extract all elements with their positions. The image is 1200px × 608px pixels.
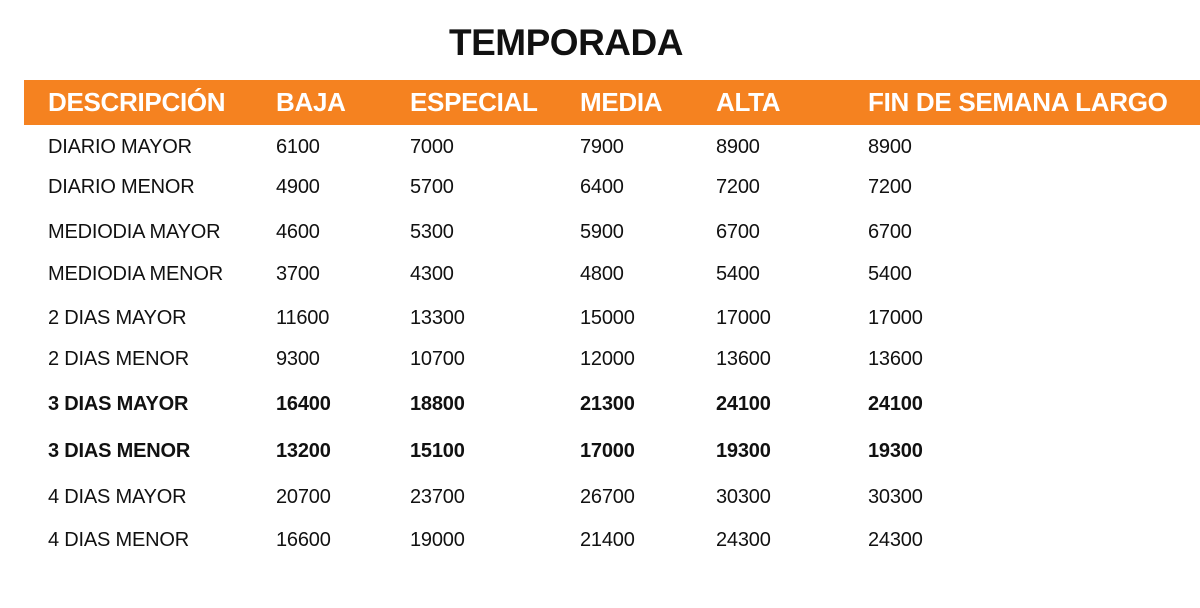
row-description-cell: DIARIO MENOR bbox=[48, 176, 195, 198]
price-cell: 4800 bbox=[580, 263, 624, 285]
header-especial: ESPECIAL bbox=[410, 87, 538, 117]
row-description-cell: MEDIODIA MAYOR bbox=[48, 221, 221, 243]
price-cell: 4300 bbox=[410, 263, 454, 285]
price-cell: 9300 bbox=[276, 348, 320, 370]
row-description-cell: 4 DIAS MENOR bbox=[48, 529, 189, 551]
price-cell: 24100 bbox=[716, 393, 771, 415]
price-cell: 13600 bbox=[716, 348, 771, 370]
price-cell: 15100 bbox=[410, 440, 465, 462]
price-cell: 8900 bbox=[716, 136, 760, 158]
price-cell: 6400 bbox=[580, 176, 624, 198]
header-media: MEDIA bbox=[580, 87, 663, 117]
price-cell: 20700 bbox=[276, 486, 331, 508]
row-description-cell: DIARIO MAYOR bbox=[48, 136, 192, 158]
price-cell: 7200 bbox=[716, 176, 760, 198]
price-cell: 8900 bbox=[868, 136, 912, 158]
price-cell: 12000 bbox=[580, 348, 635, 370]
price-cell: 6700 bbox=[868, 221, 912, 243]
price-cell: 4900 bbox=[276, 176, 320, 198]
price-cell: 30300 bbox=[868, 486, 923, 508]
row-description-cell: MEDIODIA MENOR bbox=[48, 263, 223, 285]
price-cell: 5700 bbox=[410, 176, 454, 198]
price-cell: 18800 bbox=[410, 393, 465, 415]
price-cell: 24100 bbox=[868, 393, 923, 415]
price-cell: 11600 bbox=[276, 307, 330, 329]
table-row bbox=[0, 217, 1200, 247]
price-cell: 21400 bbox=[580, 529, 635, 551]
price-cell: 4600 bbox=[276, 221, 320, 243]
price-cell: 10700 bbox=[410, 348, 465, 370]
price-cell: 13200 bbox=[276, 440, 331, 462]
price-cell: 19000 bbox=[410, 529, 465, 551]
price-cell: 7000 bbox=[410, 136, 454, 158]
price-cell: 13300 bbox=[410, 307, 465, 329]
price-cell: 3700 bbox=[276, 263, 320, 285]
price-cell: 24300 bbox=[716, 529, 771, 551]
header-alta: ALTA bbox=[716, 87, 781, 117]
price-cell: 5400 bbox=[868, 263, 912, 285]
row-description-cell: 3 DIAS MENOR bbox=[48, 440, 191, 462]
price-cell: 24300 bbox=[868, 529, 923, 551]
table-row bbox=[0, 389, 1200, 419]
table-row bbox=[0, 344, 1200, 374]
price-cell: 5400 bbox=[716, 263, 760, 285]
row-description-cell: 3 DIAS MAYOR bbox=[48, 393, 189, 415]
table-row bbox=[0, 482, 1200, 512]
price-cell: 6700 bbox=[716, 221, 760, 243]
table-row bbox=[0, 132, 1200, 162]
row-description-cell: 4 DIAS MAYOR bbox=[48, 486, 187, 508]
header-descripcion: DESCRIPCIÓN bbox=[48, 87, 226, 117]
price-cell: 26700 bbox=[580, 486, 635, 508]
table-title: TEMPORADA bbox=[449, 22, 683, 63]
price-cell: 7900 bbox=[580, 136, 624, 158]
table-row bbox=[0, 172, 1200, 202]
header-fin-de-semana-largo: FIN DE SEMANA LARGO bbox=[868, 87, 1168, 117]
table-row bbox=[0, 436, 1200, 466]
price-cell: 17000 bbox=[580, 440, 635, 462]
price-cell: 13600 bbox=[868, 348, 923, 370]
price-cell: 17000 bbox=[868, 307, 923, 329]
header-baja: BAJA bbox=[276, 87, 346, 117]
table-row bbox=[0, 259, 1200, 289]
table-row bbox=[0, 525, 1200, 555]
price-cell: 16400 bbox=[276, 393, 331, 415]
table-header-row bbox=[24, 80, 1200, 125]
row-description-cell: 2 DIAS MAYOR bbox=[48, 307, 187, 329]
price-cell: 15000 bbox=[580, 307, 635, 329]
table-row bbox=[0, 303, 1200, 333]
price-cell: 5900 bbox=[580, 221, 624, 243]
price-cell: 23700 bbox=[410, 486, 465, 508]
row-description-cell: 2 DIAS MENOR bbox=[48, 348, 189, 370]
price-cell: 16600 bbox=[276, 529, 331, 551]
price-cell: 21300 bbox=[580, 393, 635, 415]
price-cell: 19300 bbox=[716, 440, 771, 462]
price-cell: 7200 bbox=[868, 176, 912, 198]
price-cell: 30300 bbox=[716, 486, 771, 508]
price-cell: 17000 bbox=[716, 307, 771, 329]
price-cell: 6100 bbox=[276, 136, 320, 158]
price-cell: 19300 bbox=[868, 440, 923, 462]
price-cell: 5300 bbox=[410, 221, 454, 243]
